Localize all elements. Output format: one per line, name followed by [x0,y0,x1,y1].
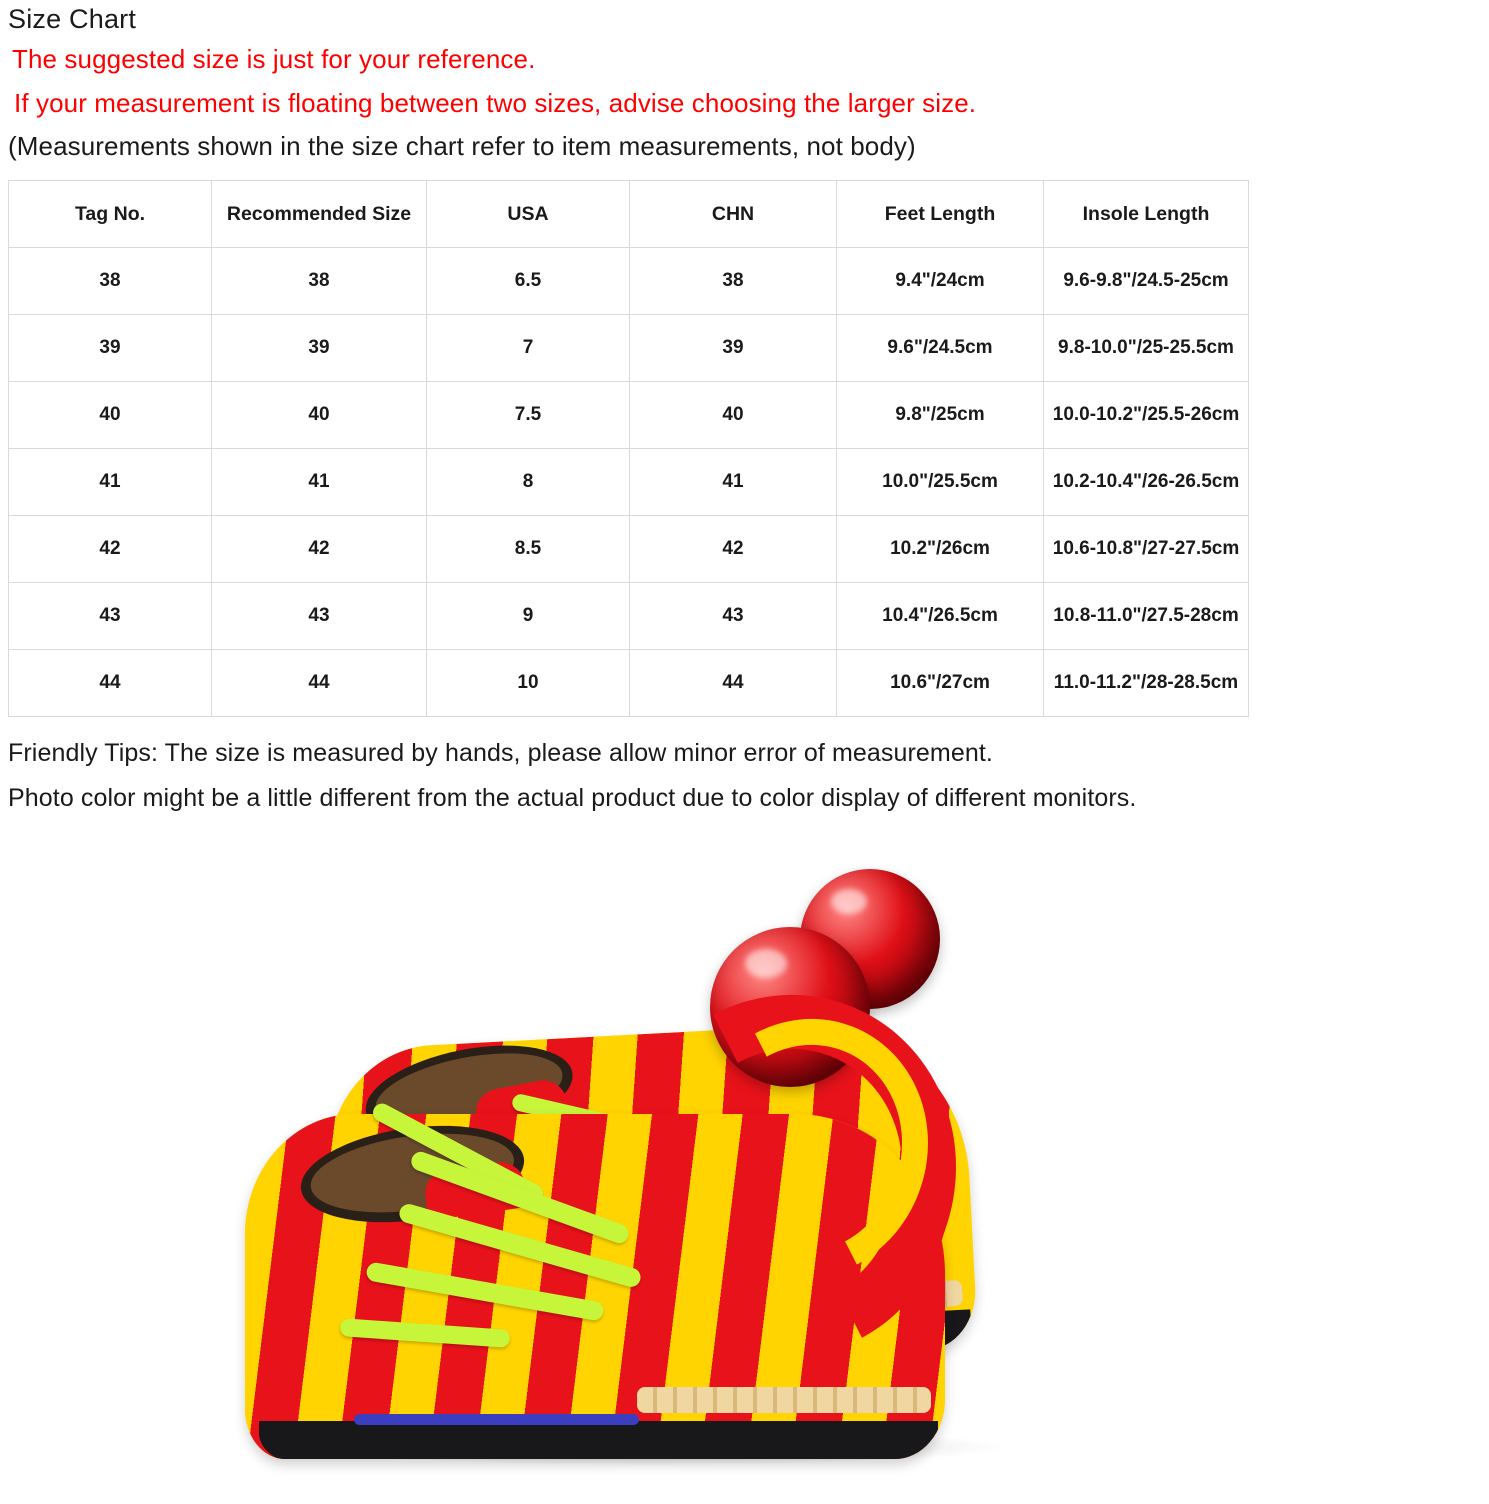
cell-insole-length: 11.0-11.2"/28-28.5cm [1044,650,1249,717]
cell-tag-no: 41 [9,449,212,516]
cell-recommended-size: 44 [212,650,427,717]
cell-tag-no: 39 [9,315,212,382]
reference-note: The suggested size is just for your reference. [12,44,536,74]
cell-insole-length: 10.0-10.2"/25.5-26cm [1044,382,1249,449]
size-table-wrapper [8,180,1248,717]
page-title: Size Chart [8,4,137,34]
cell-recommended-size: 43 [212,583,427,650]
column-header-usa: USA [427,181,630,248]
table-row [9,650,1249,717]
front-shoe-welt [637,1387,931,1413]
cell-chn: 39 [630,315,837,382]
column-header-chn: CHN [630,181,837,248]
cell-recommended-size: 42 [212,516,427,583]
friendly-tips-measurement: Friendly Tips: The size is measured by hands, please allow minor error of measurement. [8,739,993,767]
cell-chn: 40 [630,382,837,449]
cell-usa: 8.5 [427,516,630,583]
table-row [9,248,1249,315]
cell-usa: 9 [427,583,630,650]
front-shoe [245,1114,945,1459]
cell-insole-length: 10.8-11.0"/27.5-28cm [1044,583,1249,650]
cell-tag-no: 38 [9,248,212,315]
cell-feet-length: 10.4"/26.5cm [837,583,1044,650]
cell-insole-length: 9.8-10.0"/25-25.5cm [1044,315,1249,382]
table-row [9,583,1249,650]
table-row [9,516,1249,583]
cell-insole-length: 10.6-10.8"/27-27.5cm [1044,516,1249,583]
column-header-feet-length: Feet Length [837,181,1044,248]
larger-size-note: If your measurement is floating between two sizes, advise choosing the larger size. [14,88,977,118]
cell-chn: 42 [630,516,837,583]
table-row [9,449,1249,516]
size-chart-page [0,4,1489,1504]
cell-insole-length: 10.2-10.4"/26-26.5cm [1044,449,1249,516]
cell-chn: 44 [630,650,837,717]
measurement-scope-note: (Measurements shown in the size chart refer to item measurements, not body) [8,131,916,161]
front-shoe-sole [259,1421,938,1459]
cell-tag-no: 43 [9,583,212,650]
cell-insole-length: 9.6-9.8"/24.5-25cm [1044,248,1249,315]
clown-shoes-illustration [0,839,1489,1489]
cell-feet-length: 10.0"/25.5cm [837,449,1044,516]
cell-tag-no: 40 [9,382,212,449]
cell-recommended-size: 40 [212,382,427,449]
cell-chn: 41 [630,449,837,516]
cell-recommended-size: 41 [212,449,427,516]
cell-usa: 7 [427,315,630,382]
cell-usa: 8 [427,449,630,516]
cell-usa: 10 [427,650,630,717]
column-header-recommended-size: Recommended Size [212,181,427,248]
cell-tag-no: 42 [9,516,212,583]
cell-recommended-size: 38 [212,248,427,315]
cell-chn: 38 [630,248,837,315]
size-table [8,180,1249,717]
cell-tag-no: 44 [9,650,212,717]
column-header-insole-length: Insole Length [1044,181,1249,248]
cell-chn: 43 [630,583,837,650]
friendly-tips-color: Photo color might be a little different from the actual product due to color display of different monitors. [8,784,1137,812]
cell-feet-length: 9.6"/24.5cm [837,315,1044,382]
cell-feet-length: 9.4"/24cm [837,248,1044,315]
table-row [9,315,1249,382]
table-header-row [9,181,1249,248]
cell-feet-length: 10.6"/27cm [837,650,1044,717]
table-row [9,382,1249,449]
cell-usa: 6.5 [427,248,630,315]
cell-recommended-size: 39 [212,315,427,382]
column-header-tag-no: Tag No. [9,181,212,248]
cell-feet-length: 9.8"/25cm [837,382,1044,449]
cell-feet-length: 10.2"/26cm [837,516,1044,583]
cell-usa: 7.5 [427,382,630,449]
product-photo [0,839,1489,1489]
